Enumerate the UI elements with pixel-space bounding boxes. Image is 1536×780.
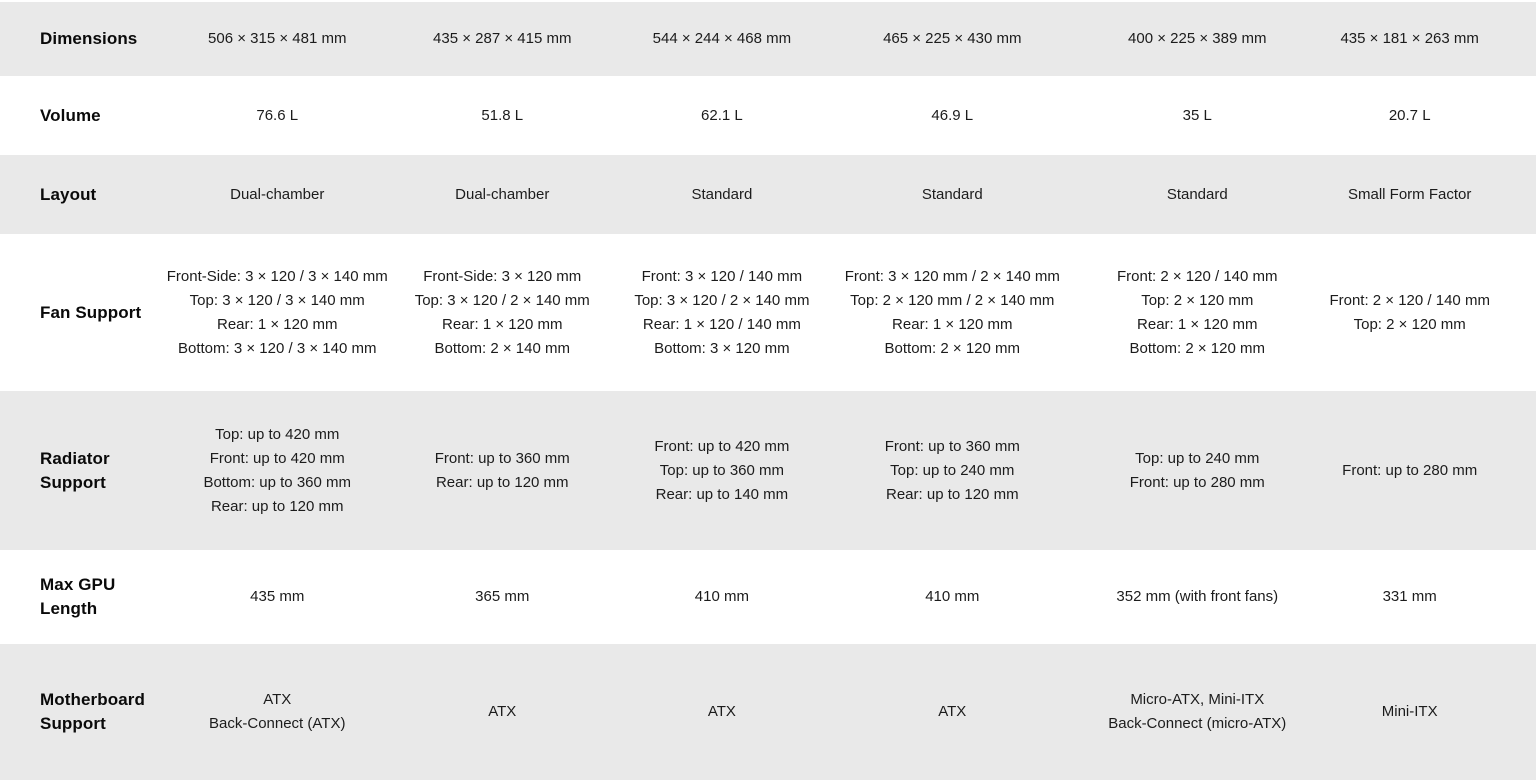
spec-line: Front: 3 × 120 / 140 mm bbox=[641, 267, 803, 285]
spec-line: Rear: up to 140 mm bbox=[655, 485, 789, 503]
spec-cell bbox=[164, 644, 390, 780]
spec-cell bbox=[614, 76, 829, 155]
spec-line: 76.6 L bbox=[256, 106, 299, 124]
row-label: Motherboard Support bbox=[40, 690, 145, 733]
spec-line: Rear: 1 × 120 mm bbox=[442, 315, 563, 333]
spec-cell bbox=[164, 76, 390, 155]
spec-line: Bottom: 3 × 120 mm bbox=[654, 339, 790, 357]
spec-cell bbox=[829, 391, 1075, 550]
spec-line: 435 mm bbox=[250, 588, 305, 605]
spec-line: Top: up to 240 mm bbox=[890, 461, 1015, 479]
spec-cell bbox=[390, 234, 614, 391]
spec-line: Top: up to 420 mm bbox=[215, 425, 340, 443]
spec-line: ATX bbox=[488, 703, 517, 720]
spec-cell bbox=[164, 155, 390, 234]
spec-cell bbox=[390, 76, 614, 155]
spec-line: Small Form Factor bbox=[1348, 185, 1472, 203]
table-row bbox=[0, 76, 1536, 155]
spec-line: Back-Connect (ATX) bbox=[209, 715, 346, 732]
spec-line: 435 × 181 × 263 mm bbox=[1340, 30, 1479, 47]
spec-line: Top: 2 × 120 mm bbox=[1141, 291, 1254, 309]
spec-line: Dual-chamber bbox=[230, 185, 325, 203]
spec-line: Rear: 1 × 120 mm bbox=[217, 315, 338, 333]
spec-cell bbox=[1075, 644, 1319, 780]
spec-line: ATX bbox=[707, 703, 736, 720]
spec-line: Top: 2 × 120 mm bbox=[1353, 315, 1466, 333]
spec-cell bbox=[1319, 155, 1536, 234]
spec-line: 20.7 L bbox=[1388, 106, 1431, 124]
spec-cell bbox=[829, 1, 1075, 76]
table-row bbox=[0, 644, 1536, 780]
spec-cell bbox=[1319, 550, 1536, 644]
spec-line: 506 × 315 × 481 mm bbox=[208, 30, 347, 47]
spec-line: Rear: 1 × 120 mm bbox=[892, 315, 1013, 333]
spec-cell bbox=[164, 234, 390, 391]
table-row bbox=[0, 1, 1536, 76]
spec-line: Front: 3 × 120 mm / 2 × 140 mm bbox=[844, 267, 1060, 285]
spec-line: Front: 2 × 120 / 140 mm bbox=[1117, 267, 1278, 285]
spec-line: Front: up to 420 mm bbox=[654, 437, 790, 455]
table-row bbox=[0, 550, 1536, 644]
spec-line: Top: 3 × 120 / 3 × 140 mm bbox=[189, 291, 365, 309]
row-label: Dimensions bbox=[40, 29, 138, 48]
spec-line: Bottom: 2 × 120 mm bbox=[884, 339, 1021, 357]
spec-cell bbox=[1319, 391, 1536, 550]
spec-line: Front: up to 360 mm bbox=[884, 437, 1020, 455]
spec-line: 400 × 225 × 389 mm bbox=[1128, 30, 1267, 47]
spec-line: Rear: 1 × 120 / 140 mm bbox=[642, 315, 801, 333]
spec-line: Standard bbox=[691, 185, 753, 203]
spec-cell bbox=[164, 1, 390, 76]
spec-cell bbox=[829, 234, 1075, 391]
spec-cell bbox=[614, 155, 829, 234]
spec-cell bbox=[1075, 550, 1319, 644]
spec-line: Bottom: up to 360 mm bbox=[203, 473, 352, 491]
spec-line: Front: 2 × 120 / 140 mm bbox=[1329, 291, 1490, 309]
spec-cell bbox=[614, 391, 829, 550]
spec-line: 435 × 287 × 415 mm bbox=[433, 30, 572, 47]
spec-cell bbox=[390, 391, 614, 550]
spec-line: 410 mm bbox=[694, 588, 749, 605]
row-label: Volume bbox=[40, 105, 101, 125]
spec-line: Rear: 1 × 120 mm bbox=[1137, 315, 1258, 333]
spec-line: Standard bbox=[1166, 185, 1228, 203]
spec-cell bbox=[1075, 234, 1319, 391]
spec-cell bbox=[390, 550, 614, 644]
spec-cell bbox=[1319, 1, 1536, 76]
spec-line: Bottom: 3 × 120 / 3 × 140 mm bbox=[178, 339, 377, 357]
spec-line: Top: up to 360 mm bbox=[659, 461, 784, 479]
spec-line: Bottom: 2 × 140 mm bbox=[434, 339, 570, 357]
row-label: Radiator Support bbox=[40, 448, 110, 492]
row-label: Fan Support bbox=[40, 302, 142, 322]
spec-line: Top: 2 × 120 mm / 2 × 140 mm bbox=[850, 291, 1055, 309]
spec-line: 35 L bbox=[1182, 106, 1212, 124]
row-label: Max GPU Length bbox=[40, 575, 116, 618]
table-row bbox=[0, 234, 1536, 391]
spec-cell bbox=[614, 550, 829, 644]
spec-line: Front: up to 420 mm bbox=[209, 449, 345, 467]
spec-line: Bottom: 2 × 120 mm bbox=[1129, 339, 1265, 357]
spec-line: 465 × 225 × 430 mm bbox=[883, 30, 1022, 47]
spec-line: Rear: up to 120 mm bbox=[210, 497, 344, 515]
spec-line: 365 mm bbox=[475, 588, 530, 605]
spec-line: Top: 3 × 120 / 2 × 140 mm bbox=[414, 291, 590, 309]
spec-line: Dual-chamber bbox=[455, 185, 550, 203]
spec-line: Rear: up to 120 mm bbox=[435, 473, 569, 491]
spec-cell bbox=[1075, 155, 1319, 234]
spec-cell bbox=[829, 76, 1075, 155]
spec-table-body bbox=[0, 1, 1536, 780]
spec-line: Rear: up to 120 mm bbox=[886, 485, 1019, 503]
spec-line: ATX bbox=[263, 691, 292, 708]
spec-cell bbox=[829, 644, 1075, 780]
spec-cell bbox=[1075, 76, 1319, 155]
spec-cell bbox=[164, 550, 390, 644]
spec-cell bbox=[829, 155, 1075, 234]
spec-cell bbox=[390, 644, 614, 780]
spec-line: 544 × 244 × 468 mm bbox=[652, 30, 792, 47]
spec-line: 51.8 L bbox=[481, 106, 524, 124]
spec-line: Front: up to 280 mm bbox=[1342, 461, 1478, 479]
spec-line: Mini-ITX bbox=[1381, 703, 1438, 720]
spec-line: Front: up to 360 mm bbox=[434, 449, 570, 467]
spec-cell bbox=[1075, 391, 1319, 550]
spec-line: 62.1 L bbox=[701, 106, 743, 124]
spec-cell bbox=[829, 550, 1075, 644]
spec-line: 352 mm (with front fans) bbox=[1116, 588, 1279, 605]
spec-line: Top: 3 × 120 / 2 × 140 mm bbox=[634, 291, 810, 309]
spec-line: Standard bbox=[921, 185, 983, 203]
table-row bbox=[0, 155, 1536, 234]
spec-cell bbox=[1075, 1, 1319, 76]
spec-line: 410 mm bbox=[925, 588, 980, 605]
spec-line: ATX bbox=[938, 703, 967, 720]
spec-cell bbox=[164, 391, 390, 550]
spec-cell bbox=[1319, 76, 1536, 155]
spec-line: Front-Side: 3 × 120 / 3 × 140 mm bbox=[166, 267, 388, 285]
spec-line: Front-Side: 3 × 120 mm bbox=[423, 267, 582, 285]
spec-line: Front: up to 280 mm bbox=[1129, 473, 1265, 491]
spec-cell bbox=[614, 234, 829, 391]
spec-line: 46.9 L bbox=[931, 106, 974, 124]
row-label: Layout bbox=[40, 184, 97, 204]
spec-line: Micro-ATX, Mini-ITX bbox=[1130, 691, 1265, 708]
spec-cell bbox=[1319, 644, 1536, 780]
spec-line: Back-Connect (micro-ATX) bbox=[1108, 715, 1287, 732]
spec-cell bbox=[1319, 234, 1536, 391]
spec-cell bbox=[614, 644, 829, 780]
spec-cell bbox=[614, 1, 829, 76]
table-row bbox=[0, 391, 1536, 550]
spec-cell bbox=[390, 1, 614, 76]
spec-line: Top: up to 240 mm bbox=[1135, 449, 1260, 467]
spec-cell bbox=[390, 155, 614, 234]
spec-line: 331 mm bbox=[1382, 588, 1437, 605]
